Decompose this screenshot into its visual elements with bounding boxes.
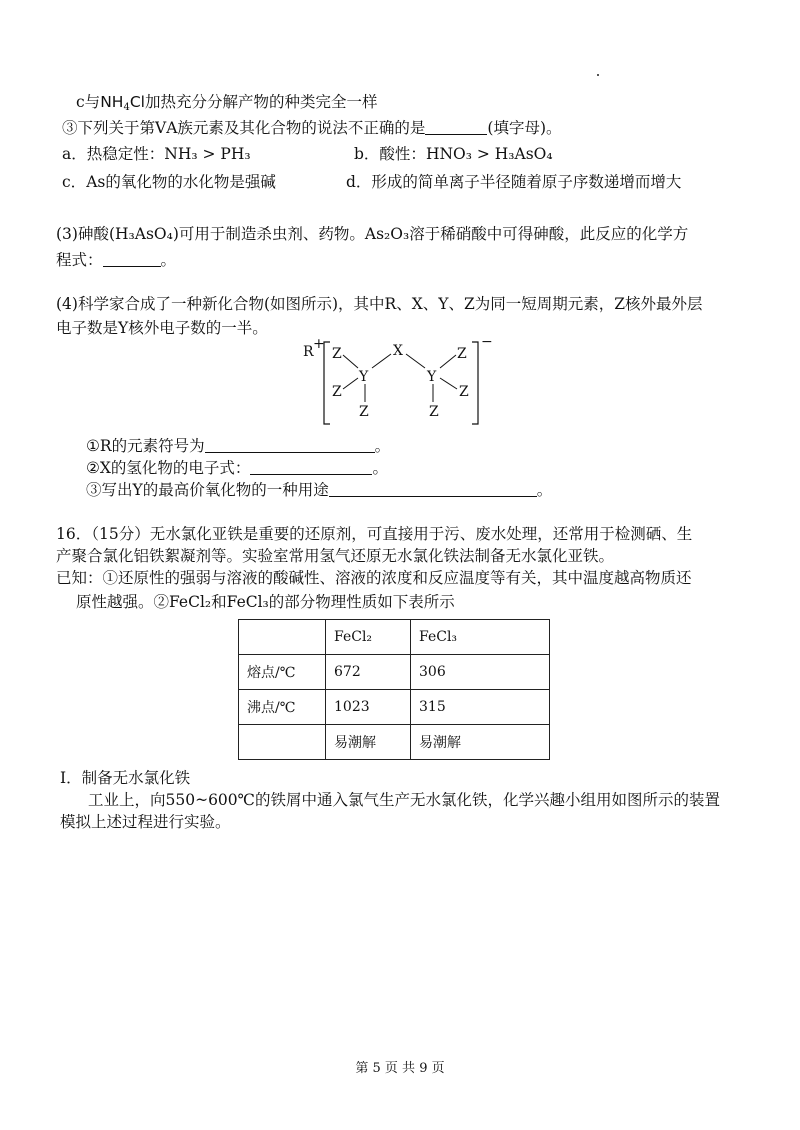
table-cell: 沸点/℃ xyxy=(239,690,326,725)
formula: H₃AsO₄ xyxy=(115,225,173,243)
physical-properties-table xyxy=(238,619,550,760)
table-cell: 易潮解 xyxy=(326,725,411,760)
text: 程式： xyxy=(56,251,103,269)
atom-y-right: Y xyxy=(427,369,437,385)
text: ①R的元素符号为 xyxy=(86,437,205,455)
q16-line-2: 产聚合氯化铝铁絮凝剂等。实验室常用氢气还原无水氯化铁法制备无水氯化亚铁。 xyxy=(56,547,615,565)
text: 原性越强。② xyxy=(76,593,170,611)
label: c． xyxy=(62,173,87,191)
table-cell: 306 xyxy=(411,655,550,690)
sub-question-3 xyxy=(86,480,552,500)
table-header-row xyxy=(239,620,550,655)
option-c xyxy=(62,172,276,192)
atom-z: Z xyxy=(332,384,342,400)
formula: NH xyxy=(100,93,124,111)
text: 的部分物理性质如下表所示 xyxy=(268,593,455,611)
formula: Cl xyxy=(129,93,145,111)
atom-z: Z xyxy=(429,404,439,420)
table-cell: 1023 xyxy=(326,690,411,725)
formula: HNO₃ > H₃AsO₄ xyxy=(425,145,553,163)
option-a xyxy=(62,144,251,164)
atom-x: X xyxy=(393,343,403,359)
table-cell xyxy=(239,725,326,760)
text: 加热充分分解产物的种类完全一样 xyxy=(144,93,378,111)
sub-question-2 xyxy=(86,458,388,478)
atom-z: Z xyxy=(359,404,369,420)
text: ③下列关于第ⅤA族元素及其化合物的说法不正确的是 xyxy=(62,119,426,137)
text: (3)砷酸( xyxy=(56,225,116,243)
label: b．酸性： xyxy=(354,145,426,163)
answer-blank[interactable] xyxy=(103,252,161,267)
formula: As xyxy=(86,173,106,191)
section-1-line-2: 模拟上述过程进行实验。 xyxy=(60,813,231,831)
question-3-stem xyxy=(62,118,562,138)
part-3-line-1 xyxy=(56,224,688,244)
table-cell: 315 xyxy=(411,690,550,725)
scan-dot xyxy=(597,74,599,76)
text: 。 xyxy=(374,437,391,455)
text: 。 xyxy=(372,459,388,477)
text: ③写出Y的最高价氧化物的一种用途 xyxy=(86,481,329,499)
table-cell: FeCl₂ xyxy=(326,620,411,655)
table-cell xyxy=(239,620,326,655)
atom-z: Z xyxy=(459,384,469,400)
atom-z: Z xyxy=(332,346,342,362)
option-b xyxy=(354,144,553,164)
answer-blank[interactable] xyxy=(205,438,375,453)
section-1-line-1: 工业上，向550~600℃的铁屑中通入氯气生产无水氯化铁，化学兴趣小组用如图所示的装置 xyxy=(88,791,720,809)
part-4-line-1: (4)科学家合成了一种新化合物(如图所示)，其中R、X、Y、Z为同一短周期元素，Z核外最外层 xyxy=(56,295,703,313)
atom-y-left: Y xyxy=(359,369,369,385)
answer-blank[interactable] xyxy=(329,482,537,497)
answer-blank[interactable] xyxy=(425,120,487,135)
option-c-previous xyxy=(76,92,377,118)
right-bracket xyxy=(472,342,478,424)
atom-z: Z xyxy=(457,346,467,362)
q16-line-1: 16．（15分）无水氯化亚铁是重要的还原剂，可直接用于污、废水处理，还常用于检测硒、生 xyxy=(56,525,693,543)
left-bracket xyxy=(324,342,330,424)
table-row xyxy=(239,655,550,690)
formula: As₂O₃ xyxy=(364,225,410,243)
label: a．热稳定性： xyxy=(62,145,165,163)
text: 溶于稀硝酸中可得砷酸，此反应的化学方 xyxy=(409,225,689,243)
q16-line-4 xyxy=(76,592,455,612)
text: )可用于制造杀虫剂、药物。 xyxy=(172,225,365,243)
anion-charge: − xyxy=(481,334,493,350)
table-row xyxy=(239,725,550,760)
text: 的氧化物的水化物是强碱 xyxy=(105,173,276,191)
part-3-line-2 xyxy=(56,250,176,270)
cation-symbol: R xyxy=(303,344,314,360)
option-d: d．形成的简单离子半径随着原子序数递增而增大 xyxy=(346,173,682,191)
cation-charge: + xyxy=(313,336,325,352)
table-cell: 易潮解 xyxy=(411,725,550,760)
text: ②X的氢化物的电子式： xyxy=(86,459,251,477)
table-row xyxy=(239,690,550,725)
compound-structure-diagram xyxy=(296,332,506,432)
section-1-title: Ⅰ．制备无水氯化铁 xyxy=(60,769,191,787)
table-cell: 熔点/℃ xyxy=(239,655,326,690)
text: (填字母)。 xyxy=(487,119,562,137)
text: c与 xyxy=(76,93,101,111)
part-4-line-2: 电子数是Y核外电子数的一半。 xyxy=(56,319,268,337)
text: 和 xyxy=(211,593,227,611)
table-cell: 672 xyxy=(326,655,411,690)
table-cell: FeCl₃ xyxy=(411,620,550,655)
text: 。 xyxy=(160,251,177,269)
subscript: 4 xyxy=(123,102,130,113)
answer-blank[interactable] xyxy=(250,460,372,475)
page-footer: 第 5 页 共 9 页 xyxy=(355,1061,445,1076)
formula: FeCl₃ xyxy=(226,593,269,611)
text: 。 xyxy=(536,481,553,499)
sub-question-1 xyxy=(86,436,390,456)
formula: FeCl₂ xyxy=(169,593,212,611)
q16-line-3: 已知：①还原性的强弱与溶液的酸碱性、溶液的浓度和反应温度等有关，其中温度越高物质还 xyxy=(56,569,692,587)
formula: NH₃ > PH₃ xyxy=(164,145,251,163)
